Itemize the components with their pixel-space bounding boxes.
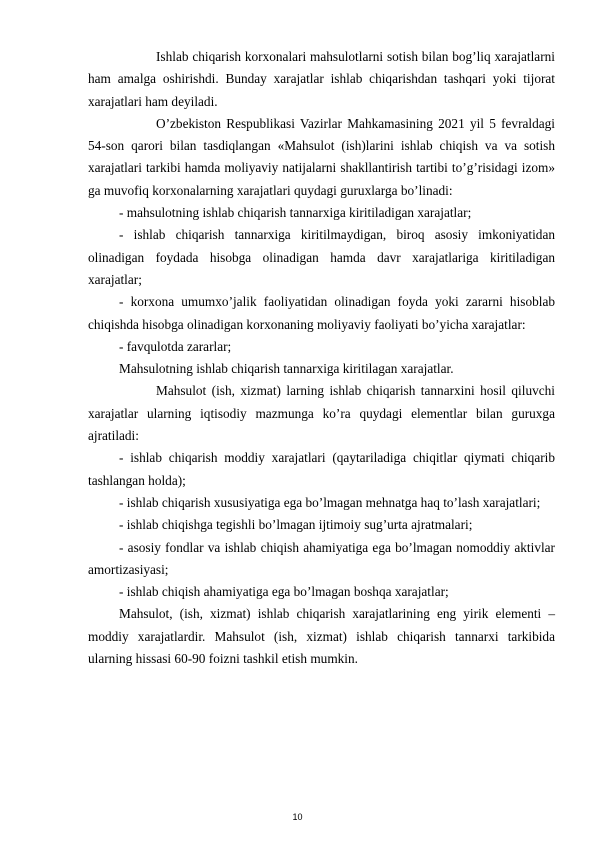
list-item-other-expenses: - ishlab chiqish ahamiyatiga ega bo’lmagan boshqa xarajatlar; — [119, 584, 449, 600]
paragraph-regulation: O’zbekiston Respublikasi Vazirlar Mahkamasining 2021 yil 5 fevraldagi 54-son qarori bilan tasdiqlangan «Mahsulot (ish)larini ishlab chiqish va va sotish xarajatlari tarkibi hamda moliyaviy natijalarni shakllantirish tartibi to’g’risidagi izom» ga muvofiq korxonalarning xarajatlari quydagi guruxlarga bo’linadi: — [88, 115, 555, 198]
paragraph-cost-elements: Mahsulot (ish, xizmat) larning ishlab chiqarish tannarxini hosil qiluvchi xarajatlar ularning iqtisodiy mazmunga ko’ra quydagi elementlar bilan guruxga ajratiladi: — [88, 383, 555, 444]
page-number: 10 — [292, 812, 303, 822]
list-item-period-expenses: - ishlab chiqarish tannarxiga kiritilmaydigan, biroq asosiy imkoniyatidan olinadigan foydada hisobga olinadigan hamda davr xarajatlariga kiritiladigan xarajatlar; — [88, 227, 555, 287]
list-item-material-costs: - ishlab chiqarish moddiy xarajatlari (qaytariladiga chiqitlar qiymati chiqarib tashlangan holda); — [88, 450, 555, 488]
list-item-production-cost: - mahsulotning ishlab chiqarish tannarxiga kiritiladigan xarajatlar; — [119, 205, 472, 221]
document-body — [88, 46, 555, 670]
paragraph-material-share: Mahsulot, (ish, xizmat) ishlab chiqarish xarajatlarining eng yirik elementi – moddiy xarajatlardir. Mahsulot (ish, xizmat) ishlab chiqarish tannarxi tarkibida ularning hissasi 60-90 foizni tashkil etish mumkin. — [88, 606, 555, 667]
paragraph-subheading: Mahsulotning ishlab chiqarish tannarxiga kiritilagan xarajatlar. — [119, 361, 454, 377]
list-item-financial-expenses: - korxona umumxo’jalik faoliyatidan olinadigan foyda yoki zararni hisoblab chiqishda hisobga olinadigan korxonaning moliyaviy faoliyati bo’yicha xarajatlar: — [88, 294, 555, 332]
paragraph-selling-expenses: Ishlab chiqarish korxonalari mahsulotlarni sotish bilan bog’liq xarajatlarni ham amalga oshirishdi. Bunday xarajatlar ishlab chiqarishdan tashqari yoki tijorat xarajatlari ham deyiladi. — [88, 49, 555, 109]
list-item-social-insurance: - ishlab chiqishga tegishli bo’lmagan ijtimoiy sug’urta ajratmalari; — [119, 517, 473, 533]
list-item-amortization: - asosiy fondlar va ishlab chiqish ahamiyatiga ega bo’lmagan nomoddiy aktivlar amortizasiyasi; — [88, 539, 555, 577]
list-item-labor-costs: - ishlab chiqarish xususiyatiga ega bo’lmagan mehnatga haq to’lash xarajatlari; — [119, 494, 541, 510]
list-item-extraordinary-losses: - favqulotda zararlar; — [119, 338, 232, 354]
